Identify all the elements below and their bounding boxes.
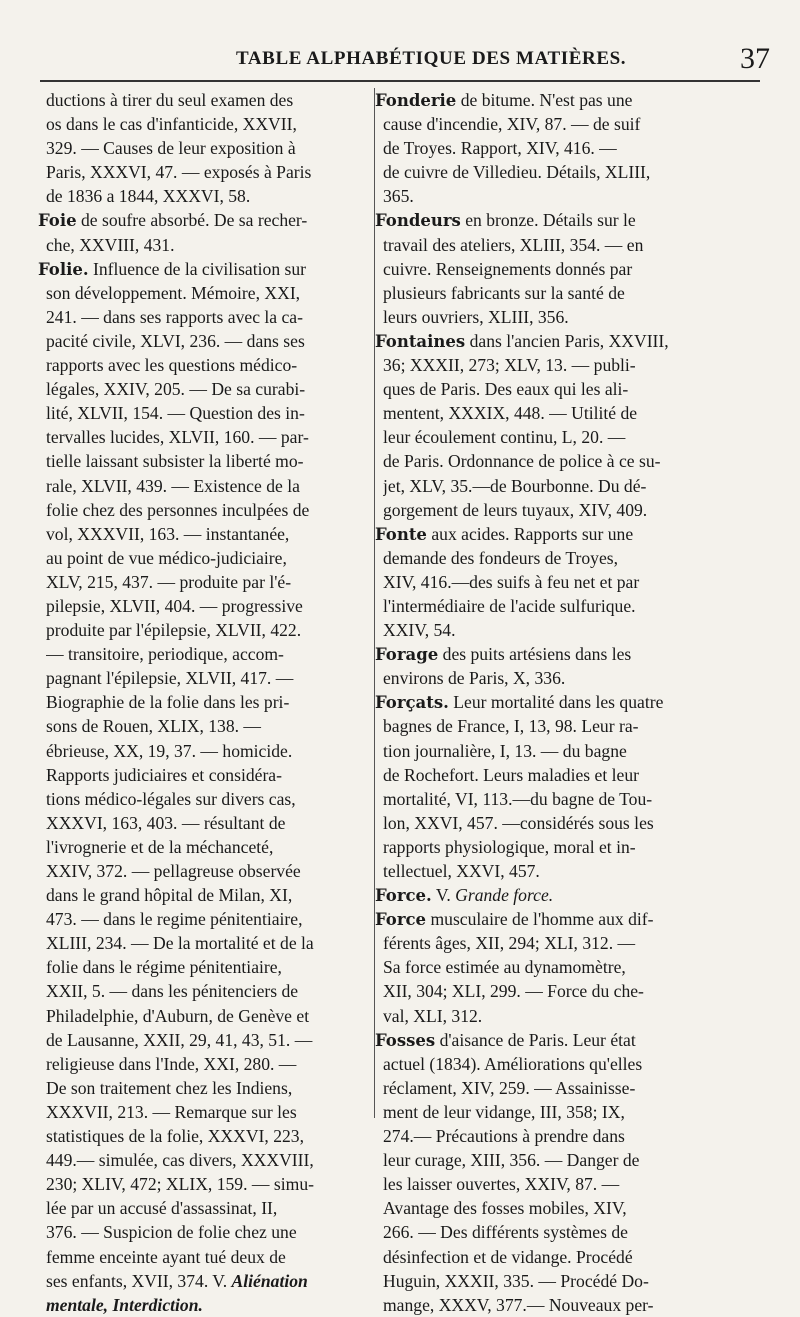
index-line — [46, 1124, 368, 1148]
entry-text: XXII, 5. — dans les pénitenciers de — [46, 981, 299, 1002]
entry-text: pilepsie, XLVII, 404. — progressive — [46, 595, 303, 616]
index-line — [383, 763, 716, 787]
index-line — [383, 1100, 716, 1124]
entry-text: Aliénation — [231, 1270, 308, 1291]
entry-text: 376. — Suspicion de folie chez une — [46, 1222, 297, 1243]
entry-text: plusieurs fabricants sur la santé de — [383, 282, 625, 303]
entry-text: son développement. Mémoire, XXI, — [46, 282, 301, 303]
entry-text: leur curage, XIII, 356. — Danger de — [383, 1150, 640, 1171]
index-line — [46, 401, 368, 425]
entry-text: Grande force. — [455, 885, 554, 906]
entry-text: lée par un accusé d'assassinat, II, — [46, 1198, 278, 1219]
index-line — [383, 1052, 716, 1076]
entry-text: au point de vue médico-judiciaire, — [46, 547, 287, 568]
index-line — [46, 1028, 368, 1052]
index-line — [46, 1172, 368, 1196]
entry-text: leur écoulement continu, L, 20. — — [383, 427, 626, 448]
entry-text: XXIV, 54. — [383, 620, 456, 641]
entry-text: d'aisance de Paris. Leur état — [435, 1029, 636, 1050]
entry-text: tellectuel, XXVI, 457. — [383, 861, 540, 881]
index-line — [46, 811, 368, 835]
index-line — [46, 329, 368, 353]
entry-text: l'intermédiaire de l'acide sulfurique. — [383, 595, 636, 616]
index-line — [46, 474, 368, 498]
index-line — [383, 257, 716, 281]
entry-text: environs de Paris, X, 336. — [383, 668, 566, 689]
index-line — [46, 136, 368, 160]
index-line — [46, 1076, 368, 1100]
entry-text: XXXVI, 163, 403. — résultant de — [46, 812, 286, 833]
entry-text: folie chez des personnes inculpées de — [46, 499, 310, 520]
index-line — [46, 546, 368, 570]
entry-text: ductions à tirer du seul examen des — [46, 90, 294, 110]
entry-text: tions médico-légales sur divers cas, — [46, 788, 296, 809]
index-line — [383, 739, 716, 763]
entry-text: 365. — [383, 186, 414, 207]
entry-text: rapports avec les questions médico- — [46, 355, 298, 376]
entry-text: dans le grand hôpital de Milan, XI, — [46, 885, 293, 906]
index-line — [383, 281, 716, 305]
index-line — [46, 377, 368, 401]
index-line — [46, 233, 368, 257]
index-line — [46, 1052, 368, 1076]
index-line — [383, 1220, 716, 1244]
entry-heading: Force. — [375, 886, 432, 906]
index-line — [383, 618, 716, 642]
entry-text: Biographie de la folie dans les pri- — [46, 692, 290, 713]
entry-heading: Folie. — [38, 259, 89, 279]
entry-text: désinfection et de vidange. Procédé — [383, 1246, 633, 1267]
right-column — [375, 88, 716, 1317]
index-line — [383, 570, 716, 594]
index-line — [383, 546, 716, 570]
entry-text: XIV, 416.—des suifs à feu net et par — [383, 571, 640, 592]
index-line — [46, 1245, 368, 1269]
entry-text: demande des fondeurs de Troyes, — [383, 547, 619, 568]
entry-text: Sa force estimée au dynamomètre, — [383, 957, 626, 978]
entry-heading: Fontaines — [375, 331, 466, 351]
index-line — [46, 835, 368, 859]
entry-text: De son traitement chez les Indiens, — [46, 1077, 293, 1098]
index-line — [46, 618, 368, 642]
index-line — [46, 1004, 368, 1028]
entry-text: folie dans le régime pénitentiaire, — [46, 957, 282, 978]
entry-text: che, XXVIII, 431. — [46, 234, 175, 255]
index-line — [383, 1148, 716, 1172]
entry-heading: Fonte — [375, 524, 427, 544]
entry-text: jet, XLV, 35.—de Bourbonne. Du dé- — [383, 475, 647, 496]
entry-text: de 1836 a 1844, XXXVI, 58. — [46, 186, 251, 207]
entry-text: lité, XLVII, 154. — Question des in- — [46, 403, 305, 424]
entry-text: produite par l'épilepsie, XLVII, 422. — [46, 620, 302, 641]
index-line — [383, 979, 716, 1003]
entry-text: pagnant l'épilepsie, XLVII, 417. — — [46, 668, 294, 689]
entry-text: tervalles lucides, XLVII, 160. — par- — [46, 427, 309, 448]
entry-text: de soufre absorbé. De sa recher- — [76, 210, 308, 231]
index-line — [383, 401, 716, 425]
entry-heading: Fondeurs — [375, 211, 461, 231]
index-line — [383, 931, 716, 955]
index-line — [46, 1100, 368, 1124]
index-line — [383, 787, 716, 811]
index-line — [46, 859, 368, 883]
entry-text: rapports physiologique, moral et in- — [383, 836, 636, 857]
index-line — [46, 570, 368, 594]
index-line — [46, 642, 368, 666]
index-line — [383, 1004, 716, 1028]
entry-text: actuel (1834). Améliorations qu'elles — [383, 1053, 643, 1074]
index-line — [46, 979, 368, 1003]
entry-text: XLV, 215, 437. — produite par l'é- — [46, 571, 292, 592]
entry-text: de bitume. N'est pas une — [456, 90, 633, 110]
entry-text: 36; XXXII, 273; XLV, 13. — publi- — [383, 355, 636, 376]
page-number: 37 — [740, 42, 770, 75]
page-header — [40, 42, 770, 82]
entry-text: aux acides. Rapports sur une — [426, 523, 634, 544]
entry-text: 329. — Causes de leur exposition à — [46, 138, 296, 159]
entry-text: Paris, XXXVI, 47. — exposés à Paris — [46, 162, 312, 183]
entry-text: val, XLI, 312. — [383, 1005, 483, 1026]
index-line — [46, 112, 368, 136]
index-line — [46, 594, 368, 618]
entry-text: Huguin, XXXII, 335. — Procédé Do- — [383, 1270, 649, 1291]
index-line — [383, 835, 716, 859]
entry-text: 266. — Des différents systèmes de — [383, 1222, 628, 1243]
index-line — [375, 642, 716, 666]
entry-text: 274.— Précautions à prendre dans — [383, 1126, 625, 1147]
index-line — [46, 907, 368, 931]
entry-text: XLIII, 234. — De la mortalité et de la — [46, 933, 314, 954]
entry-text: cuivre. Renseignements donnés par — [383, 258, 633, 279]
index-line — [375, 329, 716, 353]
index-line — [46, 305, 368, 329]
index-line — [46, 498, 368, 522]
entry-text: Philadelphie, d'Auburn, de Genève et — [46, 1005, 310, 1026]
index-line — [383, 1124, 716, 1148]
index-line — [46, 739, 368, 763]
entry-text: Influence de la civilisation sur — [88, 258, 307, 279]
index-line — [46, 88, 368, 112]
entry-text: ses enfants, XVII, 374. V. — [46, 1270, 232, 1291]
entry-text: 241. — dans ses rapports avec la ca- — [46, 306, 303, 327]
entry-text: 230; XLIV, 472; XLIX, 159. — simu- — [46, 1174, 314, 1195]
index-line — [383, 594, 716, 618]
index-line — [383, 136, 716, 160]
index-line — [383, 1172, 716, 1196]
index-line — [383, 1293, 716, 1317]
entry-text: de Rochefort. Leurs maladies et leur — [383, 764, 639, 785]
index-line — [383, 353, 716, 377]
entry-text: leurs ouvriers, XLIII, 356. — [383, 306, 569, 327]
index-line — [375, 88, 716, 112]
index-line — [46, 763, 368, 787]
entry-text: 473. — dans le regime pénitentiaire, — [46, 909, 303, 930]
entry-text: mentent, XXXIX, 448. — Utilité de — [383, 403, 638, 424]
entry-heading: Force — [375, 910, 427, 930]
entry-heading: Forage — [375, 645, 439, 665]
index-line — [383, 305, 716, 329]
index-line — [46, 931, 368, 955]
entry-text: Rapports judiciaires et considéra- — [46, 764, 282, 785]
entry-text: gorgement de leurs tuyaux, XIV, 409. — [383, 499, 648, 520]
entry-text: réclament, XIV, 259. — Assainisse- — [383, 1077, 636, 1098]
entry-heading: Foie — [38, 211, 77, 231]
entry-text: de Troyes. Rapport, XIV, 416. — — [383, 138, 617, 159]
entry-text: mortalité, VI, 113.—du bagne de Tou- — [383, 788, 653, 809]
index-line — [375, 907, 716, 931]
index-line — [383, 233, 716, 257]
entry-text: tielle laissant subsister la liberté mo- — [46, 451, 304, 472]
index-line — [375, 208, 716, 232]
index-line — [46, 955, 368, 979]
index-line — [383, 377, 716, 401]
entry-text: lon, XXVI, 457. —considérés sous les — [383, 812, 654, 833]
index-line — [46, 690, 368, 714]
index-line — [46, 281, 368, 305]
index-line — [383, 112, 716, 136]
index-line — [38, 208, 368, 232]
entry-text: XXXVII, 213. — Remarque sur les — [46, 1101, 297, 1122]
index-line — [46, 353, 368, 377]
entry-text: statistiques de la folie, XXXVI, 223, — [46, 1126, 304, 1147]
entry-text: bagnes de France, I, 13, 98. Leur ra- — [383, 716, 639, 737]
index-line — [46, 522, 368, 546]
index-line — [46, 425, 368, 449]
header-rule — [40, 80, 760, 82]
index-line — [46, 184, 368, 208]
entry-text: femme enceinte ayant tué deux de — [46, 1246, 286, 1267]
entry-text: ment de leur vidange, III, 358; IX, — [383, 1101, 625, 1122]
entry-text: ébrieuse, XX, 19, 37. — homicide. — [46, 740, 293, 761]
index-line — [383, 498, 716, 522]
index-line — [383, 714, 716, 738]
entry-text: religieuse dans l'Inde, XXI, 280. — — [46, 1053, 297, 1074]
index-line — [46, 160, 368, 184]
index-line — [383, 160, 716, 184]
index-line — [375, 522, 716, 546]
index-line — [383, 474, 716, 498]
index-line — [383, 1196, 716, 1220]
entry-text: ques de Paris. Des eaux qui les ali- — [383, 379, 629, 400]
entry-text: musculaire de l'homme aux dif- — [426, 909, 654, 930]
index-line — [46, 1269, 368, 1293]
entry-text: os dans le cas d'infanticide, XXVII, — [46, 114, 297, 135]
index-line — [383, 449, 716, 473]
entry-text: de Lausanne, XXII, 29, 41, 43, 51. — — [46, 1029, 313, 1050]
entry-text: Leur mortalité dans les quatre — [448, 692, 664, 713]
index-line — [383, 1245, 716, 1269]
entry-text: des puits artésiens dans les — [438, 644, 632, 665]
entry-text: 449.— simulée, cas divers, XXXVIII, — [46, 1150, 314, 1171]
index-line — [375, 690, 716, 714]
entry-text: travail des ateliers, XLIII, 354. — en — [383, 234, 644, 255]
running-title: TABLE ALPHABÉTIQUE DES MATIÈRES. — [236, 48, 627, 69]
entry-text: pacité civile, XLVI, 236. — dans ses — [46, 330, 305, 351]
index-line — [46, 883, 368, 907]
entry-text: V. — [431, 885, 456, 906]
entry-text: tion journalière, I, 13. — du bagne — [383, 740, 627, 761]
entry-text: cause d'incendie, XIV, 87. — de suif — [383, 114, 641, 135]
index-line — [383, 666, 716, 690]
entry-text: sons de Rouen, XLIX, 138. — — [46, 716, 262, 737]
entry-text: de Paris. Ordonnance de police à ce su- — [383, 451, 661, 472]
index-line — [38, 257, 368, 281]
entry-text: en bronze. Détails sur le — [460, 210, 636, 231]
index-line — [383, 1076, 716, 1100]
entry-text: mange, XXXV, 377.— Nouveaux per- — [383, 1294, 654, 1315]
entry-text: vol, XXXVII, 163. — instantanée, — [46, 523, 290, 544]
entry-text: férents âges, XII, 294; XLI, 312. — — [383, 933, 636, 954]
index-line — [46, 449, 368, 473]
index-line — [383, 859, 716, 883]
index-line — [46, 1293, 368, 1317]
entry-text: — transitoire, periodique, accom- — [46, 644, 284, 665]
index-line — [383, 1269, 716, 1293]
left-column — [38, 88, 368, 1317]
entry-heading: Fonderie — [375, 91, 457, 110]
entry-text: légales, XXIV, 205. — De sa curabi- — [46, 379, 306, 400]
entry-heading: Fosses — [375, 1030, 436, 1050]
entry-text: Avantage des fosses mobiles, XIV, — [383, 1198, 627, 1219]
entry-text: les laisser ouvertes, XXIV, 87. — — [383, 1174, 620, 1195]
index-line — [46, 1148, 368, 1172]
entry-text: XII, 304; XLI, 299. — Force du che- — [383, 981, 644, 1002]
index-line — [375, 883, 716, 907]
index-line — [383, 184, 716, 208]
entry-text: rale, XLVII, 439. — Existence de la — [46, 475, 300, 496]
index-line — [46, 714, 368, 738]
index-line — [383, 955, 716, 979]
index-line — [46, 1220, 368, 1244]
entry-text: dans l'ancien Paris, XXVIII, — [465, 330, 669, 351]
entry-text: l'ivrognerie et de la méchanceté, — [46, 836, 274, 857]
index-line — [46, 787, 368, 811]
index-line — [46, 1196, 368, 1220]
index-line — [383, 811, 716, 835]
index-line — [46, 666, 368, 690]
entry-text: de cuivre de Villedieu. Détails, XLIII, — [383, 162, 651, 183]
entry-text: XXIV, 372. — pellagreuse observée — [46, 861, 301, 881]
column-divider — [374, 88, 375, 1118]
entry-heading: Forçats. — [375, 693, 449, 713]
index-line — [375, 1028, 716, 1052]
index-line — [383, 425, 716, 449]
entry-text: mentale, Interdiction. — [46, 1294, 203, 1315]
